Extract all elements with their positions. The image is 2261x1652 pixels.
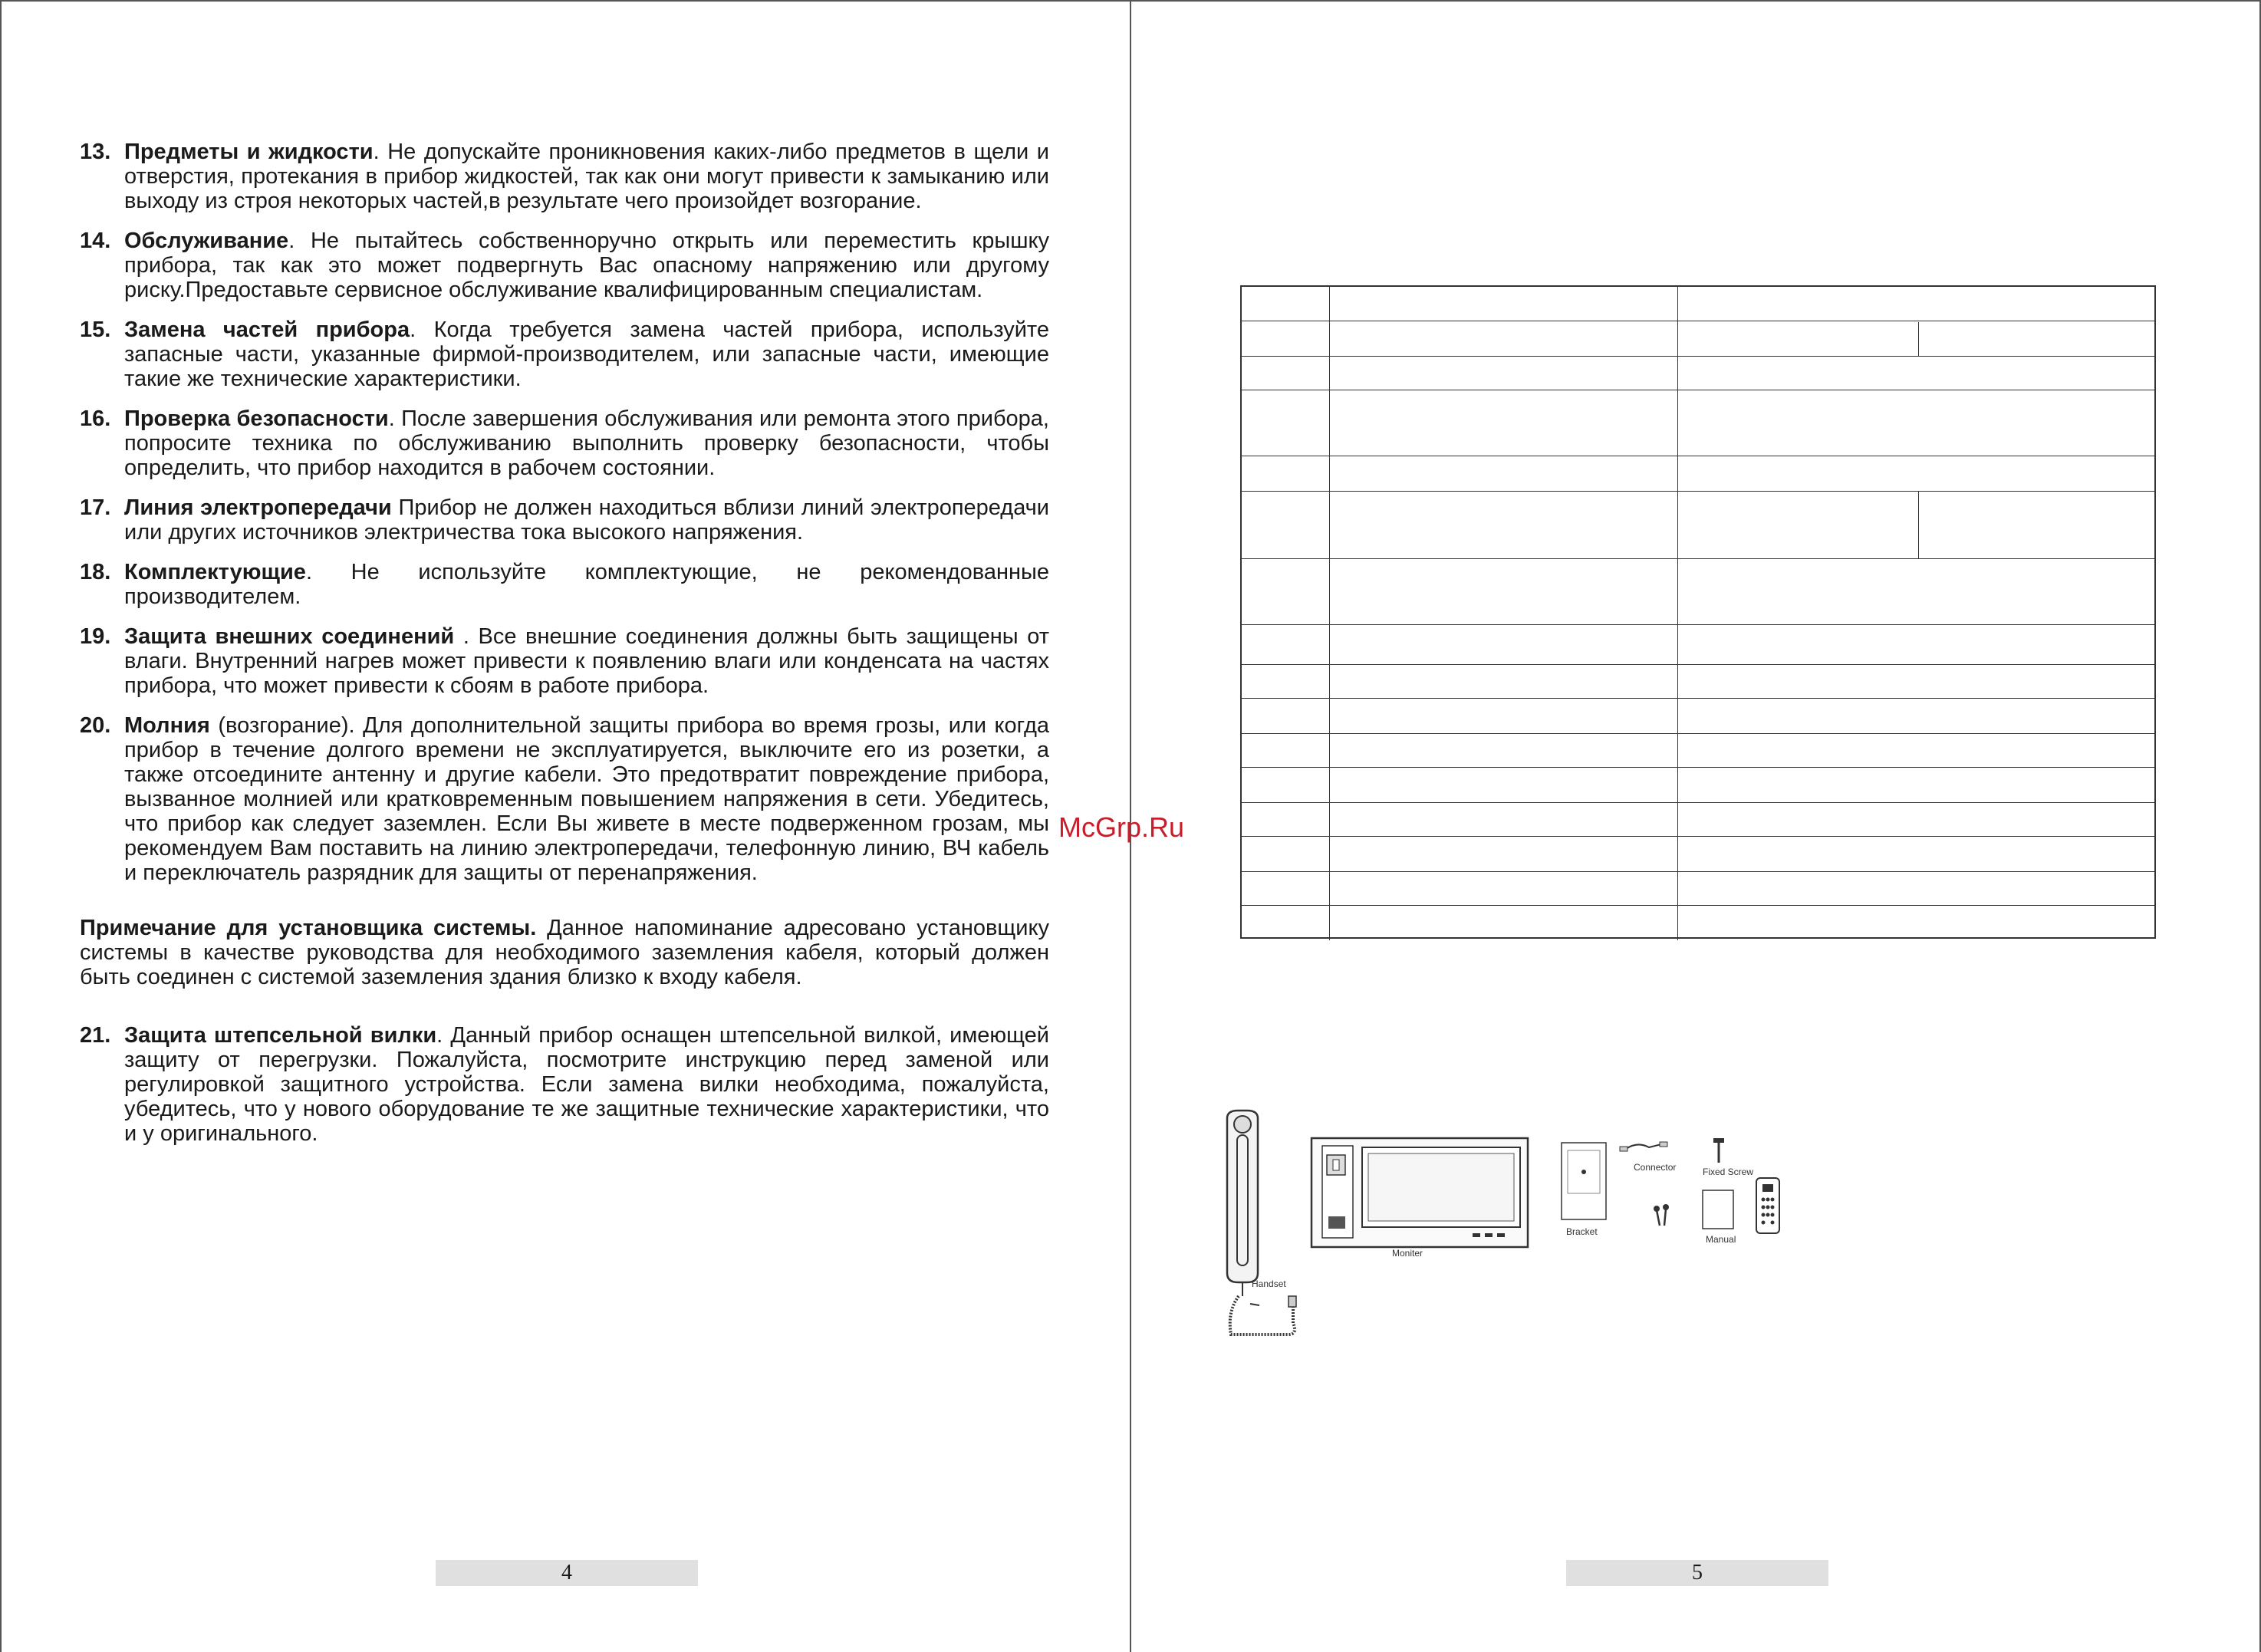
item-text: Прибор не должен находиться вблизи линий электропередачи или других источников электричества тока высокого напряжения. <box>124 495 1049 545</box>
list-item-17 <box>80 495 1049 545</box>
item-number: 19. <box>80 624 111 649</box>
label-monitor: Moniter <box>1392 1248 1423 1259</box>
table-row-line <box>1242 558 2154 559</box>
item-title: Комплектующие <box>124 560 306 584</box>
item-text: . Когда требуется замена частей прибора, используйте запасные части, указанные фирмой-производителем, или запасные части, имеющие такие же технические характеристики. <box>124 318 1049 391</box>
item-number: 20. <box>80 713 111 738</box>
left-page-text <box>80 140 1049 1161</box>
table-row-line <box>1242 905 2154 906</box>
item-number: 15. <box>80 318 111 342</box>
item-title: Молния <box>124 713 210 738</box>
list-item-13 <box>80 140 1049 213</box>
label-bracket: Bracket <box>1566 1226 1598 1237</box>
item-number: 18. <box>80 560 111 584</box>
list-item-19 <box>80 624 1049 698</box>
item-title: Линия электропередачи <box>124 495 392 520</box>
item-text: (возгорание). Для дополнительной защиты прибора во время грозы, или когда прибор в течение долгого времени не эксплуатируется, выключите его из розетки, а также отсоедините антенну и другие кабели. Это предотвратит повреждение прибора, вызванное молнией или кратковременным повышением напряжения в сети. Убедитесь, что прибор как следует заземлен. Если Вы живете в месте подверженном грозам, мы рекомендуем Вам поставить на линию электропередачи, телефонную линию, ВЧ кабель и переключатель разрядник для защиты от перенапряжения. <box>124 713 1049 885</box>
table-row-line <box>1242 356 2154 357</box>
installer-note-title: Примечание для установщика системы. <box>80 916 537 940</box>
item-number: 16. <box>80 406 111 431</box>
list-item-16 <box>80 406 1049 480</box>
item-text: . Все внешние соединения должны быть защищены от влаги. Внутренний нагрев может привести к появлению влаги или конденсата на частях прибора, что может привести к сбоям в работе прибора. <box>124 624 1049 698</box>
screw-icon <box>1654 1204 1669 1226</box>
list-item-18 <box>80 560 1049 609</box>
table-row-line <box>1242 802 2154 803</box>
monitor-icon <box>1312 1138 1528 1247</box>
label-handset: Handset <box>1252 1278 1286 1289</box>
connector-icon <box>1620 1142 1667 1151</box>
list-item-14 <box>80 229 1049 302</box>
page-number-right: 5 <box>1566 1560 1828 1586</box>
table-divider <box>1918 322 1919 356</box>
table-divider <box>1918 491 1919 558</box>
table-row-line <box>1242 836 2154 837</box>
spec-table <box>1240 285 2156 939</box>
item-title: Защита внешних соединений <box>124 624 455 649</box>
table-row-line <box>1242 664 2154 665</box>
item-text: . Не пытайтесь собственноручно открыть или переместить крышку прибора, так как это может подвергнуть Вас опасному напряжению или другому риску.Предоставьте сервисное обслуживание квалифицированным специалистам. <box>124 229 1049 302</box>
item-text: . Не допускайте проникновения каких-либо предметов в щели и отверстия, протекания в прибор жидкостей, так как они могут привести к замыканию или выходу из строя некоторых частей,в результате чего произойдет возгорание. <box>124 140 1050 213</box>
label-manual: Manual <box>1706 1234 1736 1245</box>
item-text: . После завершения обслуживания или ремонта этого прибора, попросите техника по обслуживанию выполнить проверку безопасности, чтобы определить, что прибор находится в рабочем состоянии. <box>124 406 1049 480</box>
item-number: 17. <box>80 495 111 520</box>
item-title: Предметы и жидкости <box>124 140 374 164</box>
watermark: McGrp.Ru <box>1058 811 1185 843</box>
label-fixed-screw: Fixed Screw <box>1703 1167 1754 1177</box>
remote-control-icon <box>1756 1178 1779 1233</box>
package-contents-illustration <box>1196 1104 1841 1365</box>
item-text: . Данный прибор оснащен штепсельной вилкой, имеющей защиту от перегрузки. Пожалуйста, посмотрите инструкцию перед заменой или регулировкой защитного устройства. Если замена вилки необходима, пожалуйста, убедитесь, что у нового оборудование те же защитные технические характеристики, что и у оригинального. <box>124 1023 1050 1146</box>
table-row-line <box>1242 871 2154 872</box>
item-text: . Не используйте комплектующие, не рекомендованные производителем. <box>124 560 1049 609</box>
fixed-screw-icon <box>1713 1138 1724 1163</box>
table-divider <box>1677 287 1678 940</box>
table-row-line <box>1242 624 2154 625</box>
item-title: Обслуживание <box>124 229 289 253</box>
item-title: Защита штепсельной вилки <box>124 1023 437 1048</box>
list-item-20 <box>80 713 1049 885</box>
handset-icon <box>1227 1111 1296 1334</box>
list-item-15 <box>80 318 1049 391</box>
installer-note-text: Данное напоминание адресовано установщику системы в качестве руководства для необходимого заземления кабеля, который должен быть соединен с системой заземления здания близко к входу кабеля. <box>80 916 1049 989</box>
table-row-line <box>1242 733 2154 734</box>
table-row-line <box>1242 767 2154 768</box>
item-number: 21. <box>80 1023 111 1048</box>
item-number: 14. <box>80 229 111 253</box>
table-row-line <box>1242 698 2154 699</box>
table-divider <box>1329 287 1330 940</box>
bracket-icon <box>1562 1143 1606 1219</box>
table-row-line <box>1242 491 2154 492</box>
manual-icon <box>1703 1190 1733 1229</box>
list-item-21 <box>80 1023 1049 1146</box>
item-number: 13. <box>80 140 111 164</box>
label-connector: Connector <box>1634 1162 1677 1173</box>
item-title: Замена частей прибора <box>124 318 410 342</box>
installer-note <box>80 916 1049 989</box>
page-number-left: 4 <box>436 1560 698 1586</box>
item-title: Проверка безопасности <box>124 406 389 431</box>
